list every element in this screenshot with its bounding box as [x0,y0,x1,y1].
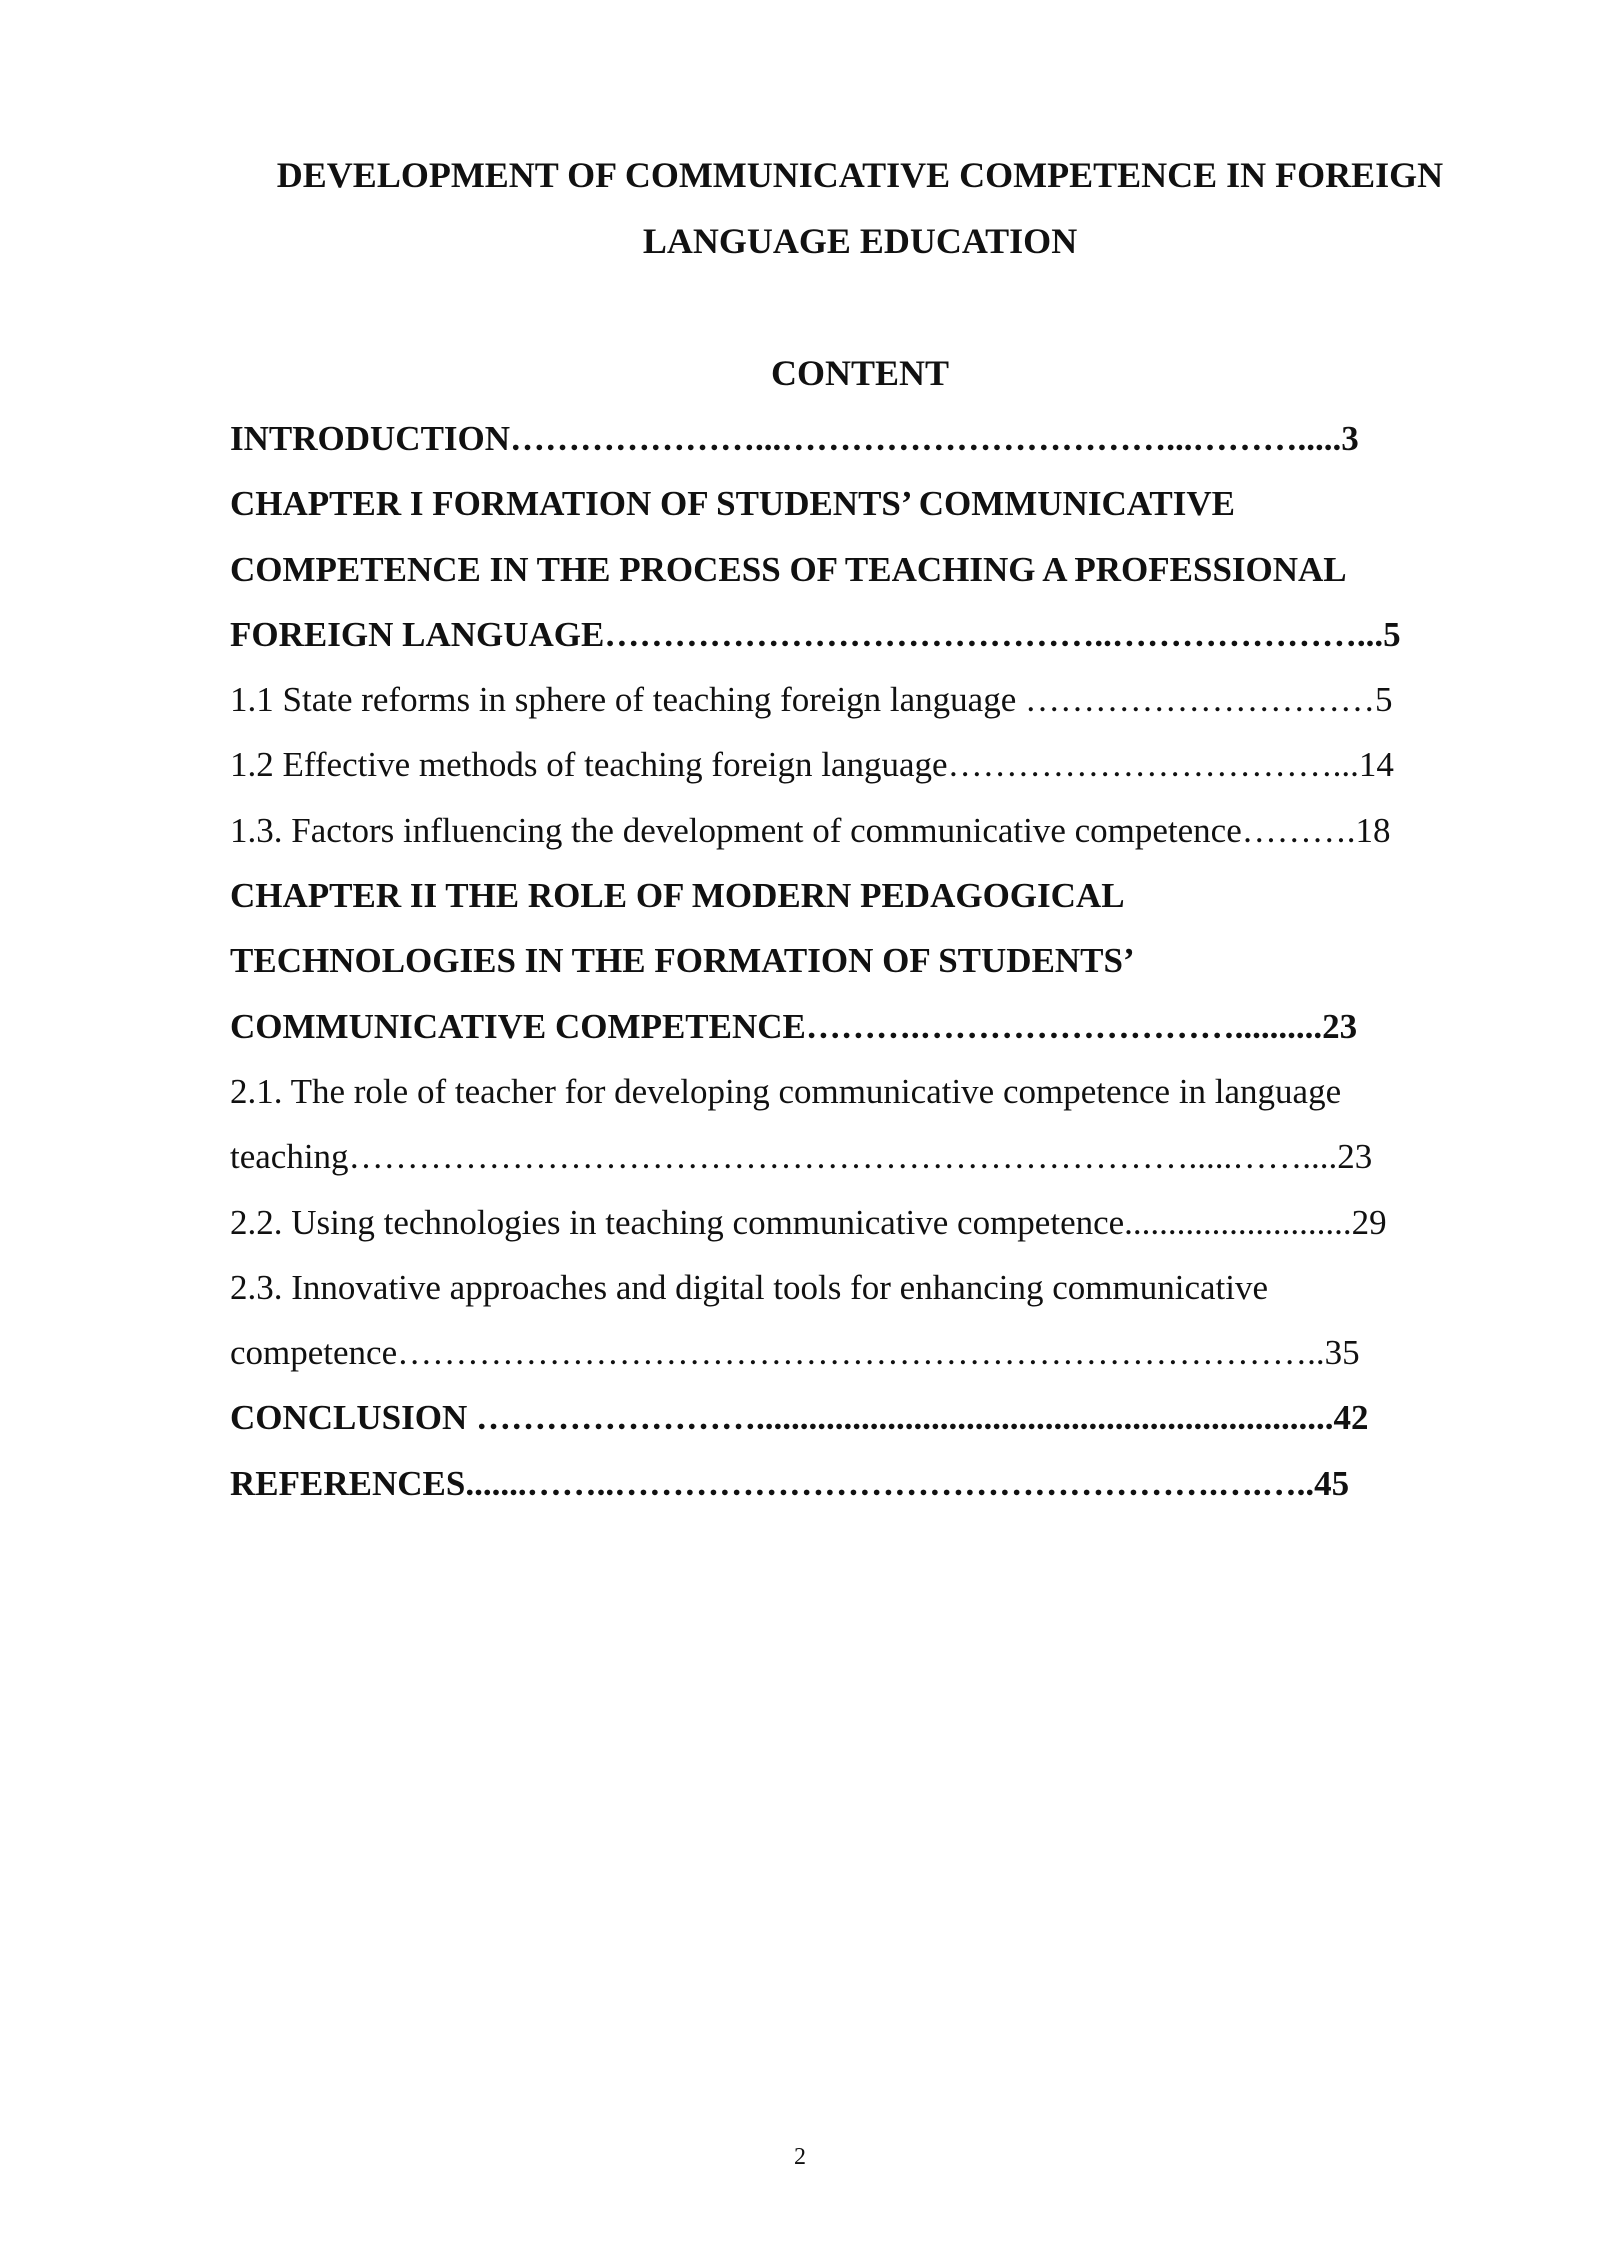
toc-line: 2.3. Innovative approaches and digital tools for enhancing communicative [230,1267,1269,1307]
toc-line: teaching……………………………………………………………….....……....23 [230,1137,1373,1177]
table-of-contents [230,406,1492,1516]
toc-line: 1.3. Factors influencing the development of communicative competence……….18 [230,810,1391,850]
toc-line: competence……………………………………………………………………..35 [230,1333,1360,1373]
toc-line: REFERENCES.......……..…………………………………………….….…..45 [230,1463,1350,1503]
toc-line: 2.2. Using technologies in teaching communicative competence..........................29 [230,1202,1387,1242]
document-title-line-1: DEVELOPMENT OF COMMUNICATIVE COMPETENCE IN FOREIGN [276,155,1444,195]
toc-line: 2.1. The role of teacher for developing communicative competence in language [230,1071,1342,1111]
toc-line: INTRODUCTION…………………...……………………………...……….....3 [230,419,1359,458]
toc-line: FOREIGN LANGUAGE……………………………………..…………………...5 [230,614,1401,654]
toc-line: CONCLUSION ……………………..................................................................42 [230,1398,1369,1438]
toc-line: 1.2 Effective methods of teaching foreign language……………………………...14 [230,745,1394,785]
toc-line: COMPETENCE IN THE PROCESS OF TEACHING A PROFESSIONAL [230,549,1347,589]
page-number: 2 [794,2144,806,2170]
toc-line: CHAPTER I FORMATION OF STUDENTS’ COMMUNICATIVE [230,484,1235,524]
document-title-line-2: LANGUAGE EDUCATION [642,221,1078,261]
toc-line: CHAPTER II THE ROLE OF MODERN PEDAGOGICAL [230,876,1125,916]
toc-line: TECHNOLOGIES IN THE FORMATION OF STUDENTS’ [230,941,1135,981]
toc-line: COMMUNICATIVE COMPETENCE……….………………………..........23 [230,1006,1358,1046]
document-title [230,142,1490,274]
toc-line: 1.1 State reforms in sphere of teaching foreign language …………………………5 [230,680,1393,720]
contents-heading: CONTENT [770,353,950,393]
